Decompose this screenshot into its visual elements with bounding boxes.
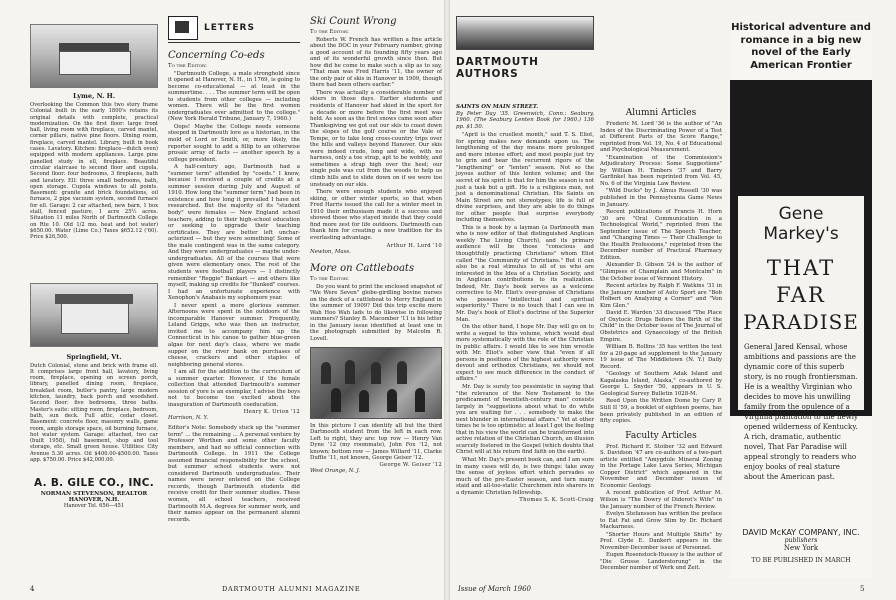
alumni-para: Alexander D. Gibson '24 is the author of "Glimpses of Champlain and Montcalm" in the October issue of Vermont History.	[600, 262, 722, 282]
book-ad-date: TO BE PUBLISHED IN MARCH	[751, 557, 851, 564]
gile-ad	[30, 477, 158, 509]
faculty-para: Prof. Richard E. Stoiber '32 and Edward S. Davidson '47 are co-authors of a two-part article entitled "Amygdule Mineral Zoning in the Portage Lake Lava Series, Michigan Copper District" which appeared in the November and December issues of Economic Geology.	[600, 443, 722, 489]
ad-title-lyme: Lyme, N. H.	[72, 92, 116, 100]
letter2-para: There were enough students who enjoyed skiing, or other winter sports, so that when Fred Harris issued the call for a winter meet in 1910 their enthusiasm made it a success and showed those who stayed inside that they could find more zest for life outdoors. Dartmouth can thank him for creating a new tradition for its everlasting advantage.	[310, 189, 442, 241]
alumni-para: Recent publications of Francis H. Horn '30 are "Oral Communication in a Technological World," reprinted from the September issue of The Speech Teacher, and "Changing Times — Their Challenge to the Health Professions," reprinted from the December number of Practical Pharmacy Edition.	[600, 209, 722, 261]
lyme-house-photo	[30, 24, 158, 88]
alumni-para: Reed Upon the Written Dome by Cary P. Still II '59, a booklet of eighteen poems, has been privately published in an edition of fifty copies.	[600, 398, 722, 425]
gile-line2: HANOVER, N.H.	[68, 497, 120, 504]
letter2-body	[310, 37, 442, 242]
book-ad-publisher-sub: publishers	[784, 537, 818, 544]
letter2-para: Roberts W. French has written a fine article about the DOC in your February number, giving a good account of its founding fifty years ago and of its wonderful growth since then. But how did he come to make such a slip as to say, "That man was Fred Harris '11, the owner of the only pair of skis in Hanover in 1909, though there had been others earlier."	[310, 36, 442, 89]
alumni-para: Recent articles by Ralph F. Watkins '31 in the January number of Auto Sport are "Bob Holbert on Analyzing a Corner" and "Von Kim Glen."	[600, 283, 722, 309]
letter3-title: More on Cattleboats	[310, 263, 415, 275]
faculty-para: A recent publication of Prof. Arthur M. Wilson is "The Dowry of Diderot's Wife" in the January number of the French Review.	[600, 490, 722, 510]
faculty-para: Eugen Rosenstock-Huessy is the author of "Die Grosse Landerstorung" in the December number of Werk und Zeit.	[600, 552, 722, 572]
review-body	[456, 132, 594, 496]
alumni-para: "Wild Ducks" by J. Almus Russell '30 was published in the Pennsylvania Game News in January.	[600, 188, 722, 208]
right-page-number: 5	[860, 585, 865, 593]
book-ad-headline: Historical adventure and romance in a big new novel of the Early American Frontier	[731, 22, 871, 71]
authors-heading: DARTMOUTH AUTHORS	[456, 56, 539, 80]
letters-label: LETTERS	[204, 23, 255, 33]
review-title: SAINTS ON MAIN STREET.	[456, 104, 539, 110]
gile-name: A. B. GILE CO., INC.	[33, 477, 155, 490]
book-ad-title-1: THAT	[766, 256, 836, 280]
gile-line3: Hanover Tel. 656—451	[63, 503, 125, 510]
authors-banner	[456, 16, 594, 86]
right-footer: Issue of March 1960	[458, 585, 532, 593]
book-ad-title-2: FAR	[776, 283, 826, 307]
letter1-place: Harrison, N. Y.	[168, 415, 209, 422]
review-signature: Thomas S. K. Scott-Craig	[519, 497, 594, 504]
book-ad-body: General Jared Kensal, whose ambitions and passions are the dynamic core of this superb story, is no rough frontiersman. He is a wealthy Virginian who decides to move his unwilling family from the opulence of a Virginia plantation to the newly opened wilderness of Kentucky. A rich, dramatic, authentic novel, That Far Paradise will appeal strongly to readers who enjoy books of real stature about the American past.	[744, 342, 859, 481]
review-column	[456, 104, 594, 584]
letter3-signature: George W. Geiser '12	[379, 461, 442, 468]
letter2-to: To the Editor:	[310, 29, 349, 35]
letter3-place: West Orange, N. J.	[310, 467, 360, 474]
alumni-para: "Geology of Southern Adak Island and Kagalaska Island, Alaska," co-authored by George L. Snyder '50, appears in U. S. Geological Survey Bulletin 1028-M.	[600, 371, 722, 397]
review-para: "April is the cruellest month," said T. S. Eliot, for spring makes new demands upon us. The lengthening of the day means more prolonged and more intense effort; and most people just try to grin and bear the recurrent rigors of the "lengthening" or "lenten" season. Not so the joyous author of this lenten volume; and the secret of his spirit is that for him the season is not just a task but a gift. He is a religious man, not just a denominational Christian. His Saints on Main Street are not stereotypes; life is full of divine surprises, and they are able to do things for other people that surprise everybody including themselves.	[456, 132, 594, 224]
letters-logo-icon	[168, 16, 198, 40]
letter1-to: To the Editor:	[168, 63, 207, 69]
book-ad	[730, 22, 872, 578]
faculty-body	[600, 444, 722, 572]
letters-header	[168, 16, 300, 43]
letter1-para: I am all for the addition to the curriculum of a summer quarter. However, if the female collection that attended Dartmouth's summer session of yore is an exemplar, I advise the boys not to become too excited about the inauguration of Dartmouth coeducation.	[168, 369, 300, 408]
letter1-para: "Dartmouth College, a male stronghold since it opened at Hanover, N. H., in 1769, is going to become co-educational — at least in the summertime. . . . The summer term will be open to students from other colleges — including women. There will be the first women undergraduates ever admitted to the college." (New York Herald Tribune, January 7, 1960.)	[168, 70, 301, 123]
letter1-body	[168, 71, 300, 409]
letters-column-1	[168, 16, 300, 591]
articles-column	[600, 108, 722, 588]
letter3-body	[310, 284, 442, 343]
ad-title-springfield: Springfield, Vt.	[66, 352, 122, 361]
faculty-heading: Faculty Articles	[625, 430, 697, 441]
alumni-para: "Examination of the Commission's Adjudicatory Process: Some Suggestions" by William H. Timbers '37 and Barry Garfinkel has been reprinted from Vol. 45, No. 6 of the Virginia Law Review.	[600, 154, 722, 187]
letter2-title: Ski Count Wrong	[310, 16, 397, 27]
review-para: On the other hand, I hope Mr. Day will go on to write a sequel to this volume, which would deal more systematically with the role of the Christian in public affairs. I would like to see him wrestle with Mr. Eliot's sober view that "even if all persons in positions of the highest authority were devout and orthodox Christians, we should not expect to see much difference in the conduct of affairs."	[456, 324, 594, 383]
alumni-para: David E. Warden '33 discussed "The Place of Oxytocic Drugs Before the Birth of the Child" in the October issue of The Journal of Obstetrics and Gynaecology of the British Empire.	[600, 310, 722, 343]
gile-line1: NORMAN STEVENSON, REALTOR	[40, 491, 148, 498]
review-para: This is a book by a layman (a Dartmouth man who is now editor of that distinguished Anglican weekly The Living Church), and its primary audience will be those "conscious and thoughtfully practicing Christians" whom Eliot called "the Community of Christians." But it can also be a real stimulus to all of us who are interested in the Idea of a Christian Society, and in Anglican contributions to its realization. Indeed, Mr. Day's book serves as a welcome corrective to Mr. Eliot's over-praise of Christians who possess "intellectual and spiritual superiority." There is no touch that I can see in Mr. Day's book of Eliot's doctrine of the Superior Man.	[456, 224, 594, 323]
ad-text-lyme: Overlooking the Common this two story frame Colonial built in the early 1800's retains its original details with complete, practical modernization. On the first floor: large front hall, living room with fireplace, carved mantel, corner pillars, native pine floors. Dining room, fireplace, carved mantel. Library, built in book cases. Lavatory. Kitchen: fireplace—dutch oven) equipped with modern appliances. Large pine panelled study in ell, fireplace. Beautiful circular staircase to second floor and cupola. Second floor: four bedrooms, 3 fireplaces, bath and lavatory. Ell: three small bedrooms, bath, open storage. Cupola windows to all points. Basement: granite and brick foundations, oil furnace, 2 pipe vacuum system, second furnace for ell. Garage: 2 car attached, new barn, 1 box stall, fenced pasture, 1 acre 25½ acres. Situation 11 miles North of Dartmouth College on Rte 10. Old 1/2 mo. heat and hot water) $650.00. Water (Lime Co.) Taxes $652.12 ('60). Price $26,500.	[30, 102, 158, 241]
faculty-para: "Shorter Hours and Multiple Shifts" by Prof. Clyde E. Dankert appears in the November-December issue of Personnel.	[600, 531, 722, 551]
alumni-heading: Alumni Articles	[625, 108, 697, 118]
letter1-signature: Henry K. Urion '12	[243, 409, 300, 416]
authors-photo	[456, 16, 594, 50]
letter1-editor-note: Editor's Note: Somebody stuck up the "summer term" ... the remaining ... A personal venture by Professor Worthen and some other faculty members, and had no official connection with Dartmouth College. In 1911 the College assumed financial responsibility for the school, but summer school students were not considered Dartmouth undergraduates. Their names were never entered on the College records, though Dartmouth students did receive credit for their summer studies. These women, all school teachers, received Dartmouth M.A. degrees for summer work, and their names appear on the permanent alumni records.	[168, 424, 300, 523]
springfield-house-photo	[30, 283, 158, 347]
review-byline: By Peter Day '35. Greenwich, Conn.: Seabury, 1960. (The Seabury Lenten Book for 1960.) 136 pp. $1.50.	[456, 110, 594, 130]
ad-text-springfield: Dutch Colonial, stone and brick with frame ell. It comprises large front hall, lavatory, living room, fireplace, opening on screen porch, library, panelled dining room, fireplace, breakfast room, butler's pantry, large modern kitchen, laundry, back porch and woodshed. Second floor: five bedrooms, three baths. Master's suite: sitting room, fireplace, bedroom, bath, sun deck. Full attic, cedar closet. Basement: concrete floor, masonry walls, game room, ample storage space, oil burning furnace, hot water system. Garage: attached, two car (built 1958), full basement, shop and tool storage, etc. Small green house. Utilities: City Avenue 5.30 acres. Oil $400.00-$500.00. Taxes app. $750.00. Price $42,000.00.	[30, 362, 158, 463]
faculty-para: Evelyn Stefansson has written the preface to Eat Fat and Grow Slim by Dr. Richard Mackarness.	[600, 511, 722, 531]
real-estate-column	[30, 24, 158, 592]
review-para: What Mr. Day's present book can, and I am sure in many cases will do, is two things: take away the sense of joyless effort which pervades so much of the pre-Easter season, and turn many staid and all-too-static Churchmen into sharers in a dynamic Christian fellowship.	[456, 456, 594, 496]
book-ad-city: New York	[783, 544, 819, 552]
letter1-para: A half-century ago, Dartmouth had a "summer term" attended by "coeds." I know, because I received a couple of credits at a summer session during July and August of 1910. How long the "summer term" had been in existence and how long it prevailed I have not researched. But the majority of its "student body" were females — New England school teachers, adding to their high-school education or seeking to upgrade their teaching certificates. They are better left unchar-acterized — but they were something! Some of the male contingent was in the same category. And they were undergraduates — maybe under-undergraduates. All of the courses that were given were elementary ones. The rest of the students were football players — I distinctly remember "Reggie" Bankart — and others like myself, making up credits for "flunked" courses. I had an unfortunate experience with Xenophon's Anabasis my sophomore year.	[168, 164, 300, 302]
letters-column-2	[310, 16, 442, 591]
letter2-place: Newton, Mass.	[310, 248, 351, 255]
letter3-to: To the Editor:	[310, 276, 349, 283]
book-ad-banner	[730, 80, 872, 481]
letter1-para: Oops! Maybe the College needs someone steeped in Dartmouth lore as a historian, in the mold of Lord or Smith, or, more likely, the reporter sought to add a fillip to an otherwise prosaic array of facts — another speech by a college president.	[168, 123, 300, 163]
left-footer: DARTMOUTH ALUMNI MAGAZINE	[222, 585, 361, 593]
letter2-signature: Arthur H. Lord '10	[386, 242, 442, 249]
book-ad-publisher: DAVID McKAY COMPANY, INC.	[742, 528, 860, 537]
letter3-para: Do you want to print the enclosed snapshot of "We Were Seven" globe-girdling bovine nurses on the deck of a cattleboat to Merry England in the summer of 1909? Did this trip excite more Wah Hoo Wah lads to do likewise in following summers? Stanley B. Macomber '11 is his letter in the January issue identified at least one in the photograph submitted by Malcolm R. Lovell.	[310, 283, 442, 342]
page-gutter	[444, 0, 450, 600]
alumni-body	[600, 121, 722, 425]
review-para: Mr. Day is surely too pessimistic in saying that "the relevance of the New Testament to the predicament of twentieth-century man" consists largely in "suggestions about what to do while you are waiting for . . . somebody to make the next blunder in international affairs." Yet at other times he is too optimistic: at least I got the feeling that in his view the world can be transformed into active relation of the Christian Church, an illusion scarcely fostered in the Gospel (which doubts that Christ will at his return find faith on the earth).	[456, 383, 594, 456]
alumni-para: William B. Rollins '35 has written the text for a 20-page ad supplement to the January 19 issue of The Middletown (N. Y.) Daily Record.	[600, 344, 722, 370]
letter1-para: I never spent a more glorious summer. Afternoons were spent in the outdoors of the incomparable Hanover summer. Frequently, Leland Griggs, who was then an instructor, invited me to accompany him up the Connecticut in his canoe to gather blue-green algae for next day's class, where we made supper on the river bank on purchases of cheese, crackers and other staples of neighboring general stores.	[168, 302, 300, 368]
alumni-para: Frederic M. Lord '36 is the author of "An Index of the Discriminating Power of a Test at Different Parts of the Score Range," reprinted from Vol. 19, No. 4 of Educational and Psychological Measurement.	[600, 121, 722, 154]
book-ad-title-3: PARADISE	[743, 310, 859, 334]
left-page-number: 4	[30, 585, 35, 593]
letter1-title: Concerning Co-eds	[168, 50, 265, 61]
cattleboat-photo	[310, 347, 442, 419]
letter2-para: There was actually a considerable number of skiers in those days. Earlier students and residents of Hanover had skied in the sport for a decade or more before the first meet was held. As soon as the first snows came soon after Thanksgiving we got out our skis to coast down the slopes of the golf course or the Vale of Tempe, or to take long cross-country trips over the hills and valleys beyond Hanover. Our skis were indeed crude, long and wide, with no harness, only a toe strap, apt to be wobbly, and sometimes a strap high over the heel; our single pole was cut from the woods to help us climb hills and to slide down on if we were too unsteady on our skis.	[310, 89, 442, 188]
letter3-caption: In this picture I can identify all but the third Dartmouth student from the left in each row. Left to right, they are: top row — Henry Van Dyne '12 (my roommate), John Fox '12, not known; bottom row — James Willard '11, Clarke Duffie '11, not known, George Geiser '12.	[310, 422, 442, 462]
book-ad-author-1: Gene	[778, 204, 824, 224]
book-ad-author-2: Markey's	[763, 224, 839, 244]
